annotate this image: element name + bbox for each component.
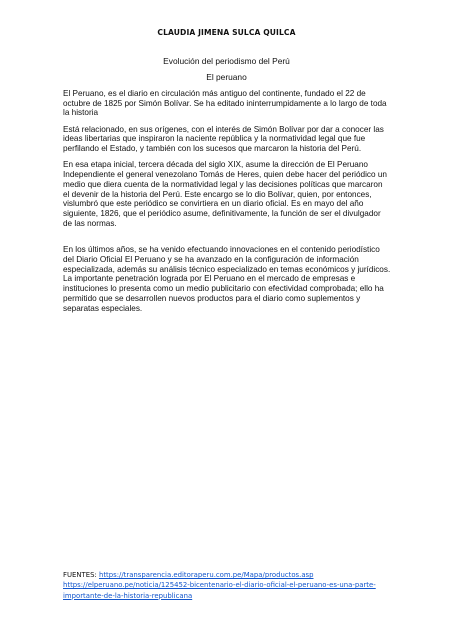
document-header-author: CLAUDIA JIMENA SULCA QUILCA <box>157 28 296 37</box>
sources-label: FUENTES: <box>63 571 99 579</box>
sources-footer <box>63 570 403 601</box>
document-title: Evolución del periodismo del Perú <box>163 56 290 66</box>
source-link-transparencia[interactable]: https://transparencia.editoraperu.com.pe/Mapa/productos.asp <box>98 571 314 579</box>
paragraph-2: Está relacionado, en sus orígenes, con el interés de Simón Bolívar por dar a conocer las ideas libertarias que inspiraron la naciente república y la normatividad legal que fue perfilando el Estado, y también con los sucesos que marcaron la historia del Perú. <box>63 124 384 154</box>
paragraph-1: El Peruano, es el diario en circulación más antiguo del continente, fundado el 22 de octubre de 1825 por Simón Bolívar. Se ha editado ininterrumpidamente a lo largo de toda la historia <box>63 89 387 118</box>
source-link-elperuano[interactable]: https://elperuano.pe/noticia/125452-bicentenario-el-diario-oficial-el-peruano-es-una-parte-importante-de-la-historia-republicana <box>63 581 376 600</box>
document-subtitle: El peruano <box>206 72 247 82</box>
document-body <box>63 89 391 320</box>
paragraph-4: En los últimos años, se ha venido efectuando innovaciones en el contenido periodístico del Diario Oficial El Peruano y se ha avanzado en la configuración de información especializada, además su análisis técnico especializado en temas económicos y jurídicos. La importante penetración lograda por El Peruano en el mercado de empresas e instituciones lo presenta como un medio publicitario con efectividad comprobada; ello ha permitido que se desarrollen nuevos productos para el diario como suplementos y separatas especiales. <box>63 245 391 313</box>
paragraph-3: En esa etapa inicial, tercera década del siglo XIX, asume la dirección de El Peruano Independiente el general venezolano Tomás de Heres, quien debe hacer del periódico un medio que diera cuenta de la normatividad legal y las decisiones políticas que marcaron el devenir de la historia del Perú. Este encargo se lo dio Bolívar, quien, por entonces, vislumbró que este periódico se convirtiera en un diario oficial. Es en mayo del año siguiente, 1826, que el periódico asume, definitivamente, la función de ser el divulgador de las normas. <box>63 160 387 228</box>
